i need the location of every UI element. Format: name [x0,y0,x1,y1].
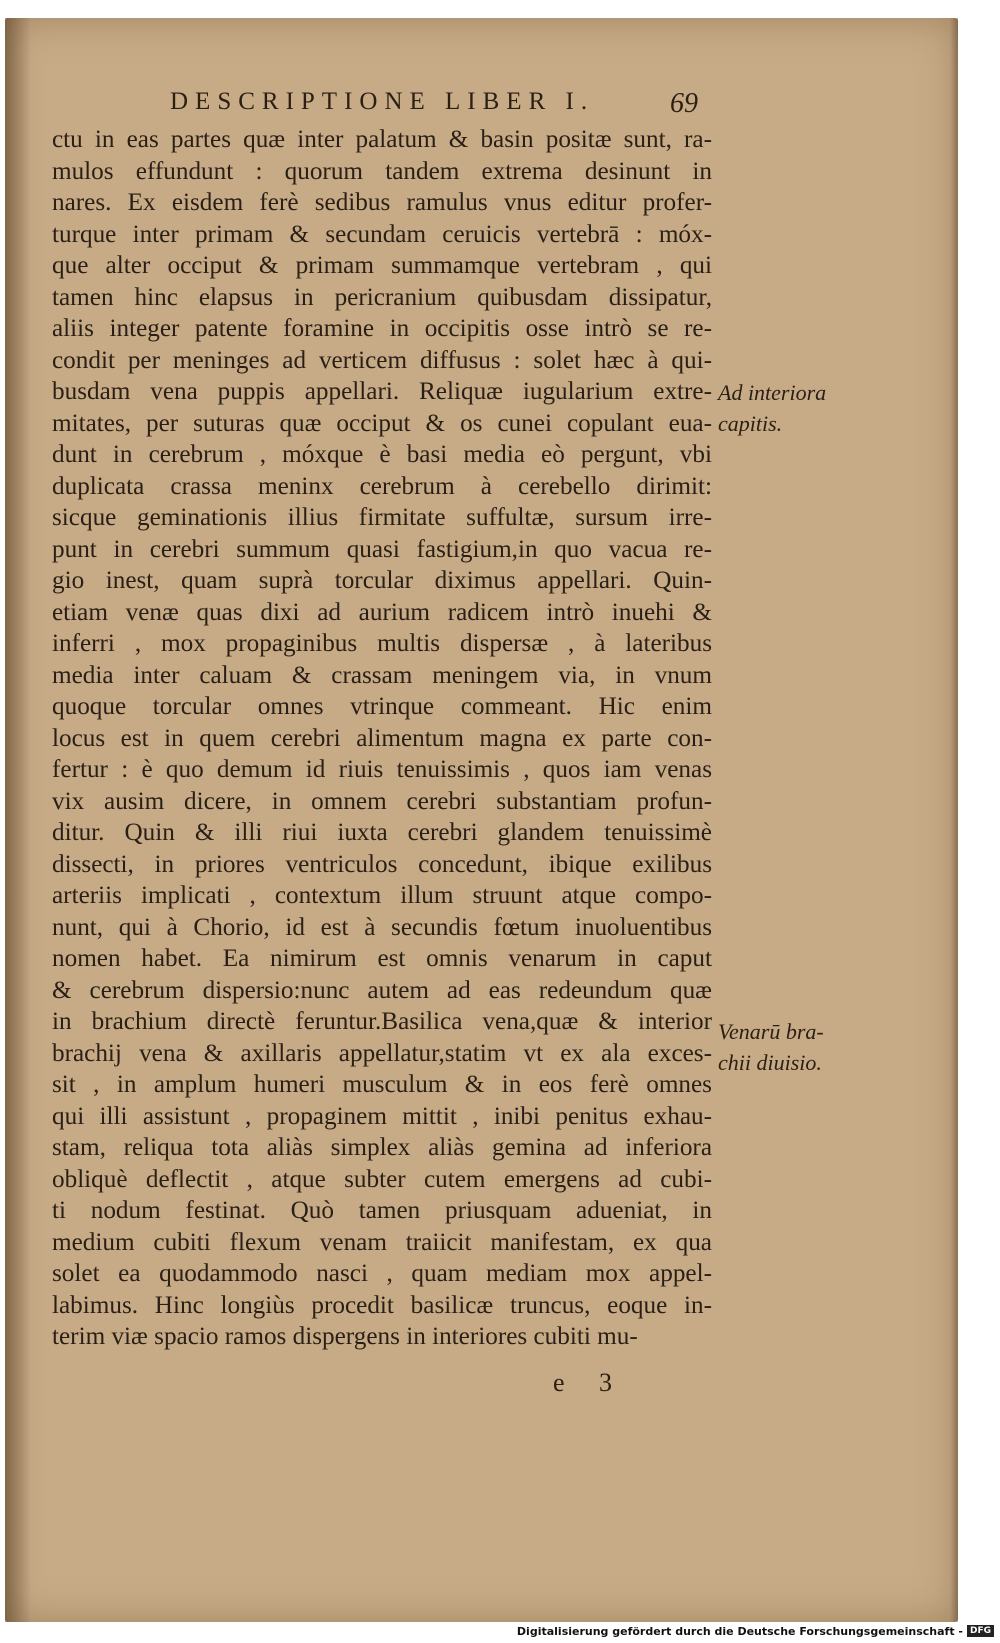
marginal-note-2-line1: Venarū bra- [718,1019,824,1044]
page-number: 69 [670,88,698,119]
page-edge-shadow [950,18,958,1622]
text-line: nares. Ex eisdem ferè sedibus ramulus vnus editur profer- [52,189,712,216]
text-line: gio inest, quam suprà torcular diximus appellari. Quin- [52,567,712,594]
text-line: vix ausim dicere, in omnem cerebri substantiam profun- [52,787,712,815]
text-line: condit per meninges ad verticem diffusus : solet hæc à qui- [52,346,712,374]
text-line: qui illi assistunt , propaginem mittit , inibi penitus exhau- [52,1102,712,1130]
text-line: inferri , mox propaginibus multis dispersæ , à lateribus [52,630,712,657]
text-line: sit , in amplum humeri musculum & in eos ferè omnes [52,1071,712,1098]
body-text-block [52,124,712,1353]
text-line: etiam venæ quas dixi ad aurium radicem intrò inuehi & [52,598,712,626]
text-line: media inter caluam & crassam meningem via, in vnum [52,661,712,689]
text-line: tamen hinc elapsus in pericranium quibusdam dissipatur, [52,283,712,311]
text-line: locus est in quem cerebri alimentum magna ex parte con- [52,724,712,752]
digitization-credit [517,1623,994,1639]
text-line: in brachium directè feruntur.Basilica vena,quæ & interior [52,1008,712,1035]
text-line: busdam vena puppis appellari. Reliquæ iugularium extre- [52,378,712,405]
text-line: labimus. Hinc longiùs procedit basilicæ truncus, eoque in- [52,1291,712,1319]
text-line: que alter occiput & primam summamque vertebram , qui [52,252,712,279]
text-line: quoque torcular omnes vtrinque commeant. Hic enim [52,693,712,720]
text-line: nomen habet. Ea nimirum est omnis venarum in caput [52,945,712,972]
text-line: ditur. Quin & illi riui iuxta cerebri glandem tenuissimè [52,819,712,846]
page-binding-shadow [5,18,31,1622]
text-line: terim viæ spacio ramos dispergens in interiores cubiti mu- [52,1323,638,1350]
text-line: medium cubiti flexum venam traiicit manifestam, ex qua [52,1228,712,1256]
text-line: ctu in eas partes quæ inter palatum & basin positæ sunt, ra- [52,126,712,153]
text-line: mulos effundunt : quorum tandem extrema desinunt in [52,157,712,185]
text-line: solet ea quodammodo nasci , quam mediam mox appel- [52,1260,712,1287]
digitization-credit-text: Digitalisierung gefördert durch die Deutsche Forschungsgemeinschaft - [516,1624,963,1638]
text-line: ti nodum festinat. Quò tamen priusquam adueniat, in [52,1197,712,1224]
text-line: punt in cerebri summum quasi fastigium,in quo vacua re- [52,535,712,563]
text-line: stam, reliqua tota aliàs simplex aliàs gemina ad inferiora [52,1134,712,1161]
text-line: turque inter primam & secundam ceruicis vertebrā : móx- [52,220,712,248]
signature-mark: e 3 [553,1368,627,1397]
text-line: duplicata crassa meninx cerebrum à cerebello dirimit: [52,472,712,500]
marginal-note-1-line1: Ad interiora [718,380,827,405]
text-line: & cerebrum dispersio:nunc autem ad eas redeundum quæ [52,976,712,1004]
text-line: obliquè deflectit , atque subter cutem emergens ad cubi- [52,1165,712,1193]
text-line: brachij vena & axillaris appellatur,statim vt ex ala exces- [52,1039,712,1067]
text-line: sicque geminationis illius firmitate suffultæ, sursum irre- [52,504,712,531]
text-line: dunt in cerebrum , móxque è basi media eò pergunt, vbi [52,441,712,468]
text-line: aliis integer patente foramine in occipitis osse intrò se re- [52,315,712,342]
dfg-logo: DFG [967,1625,994,1637]
marginal-note-2 [718,1016,824,1078]
text-line: mitates, per suturas quæ occiput & os cunei copulant eua- [52,409,712,437]
marginal-note-2-line2: chii diuisio. [718,1050,822,1075]
text-line: arteriis implicati , contextum illum struunt atque compo- [52,882,712,909]
marginal-note-1-line2: capitis. [718,411,783,436]
running-head: DESCRIPTIONE LIBER I. [170,88,595,115]
text-line: nunt, qui à Chorio, id est à secundis fœtum inuoluentibus [52,913,712,941]
text-line: dissecti, in priores ventriculos concedunt, ibique exilibus [52,850,712,878]
marginal-note-1 [718,377,826,439]
text-line: fertur : è quo demum id riuis tenuissimis , quos iam venas [52,756,712,783]
